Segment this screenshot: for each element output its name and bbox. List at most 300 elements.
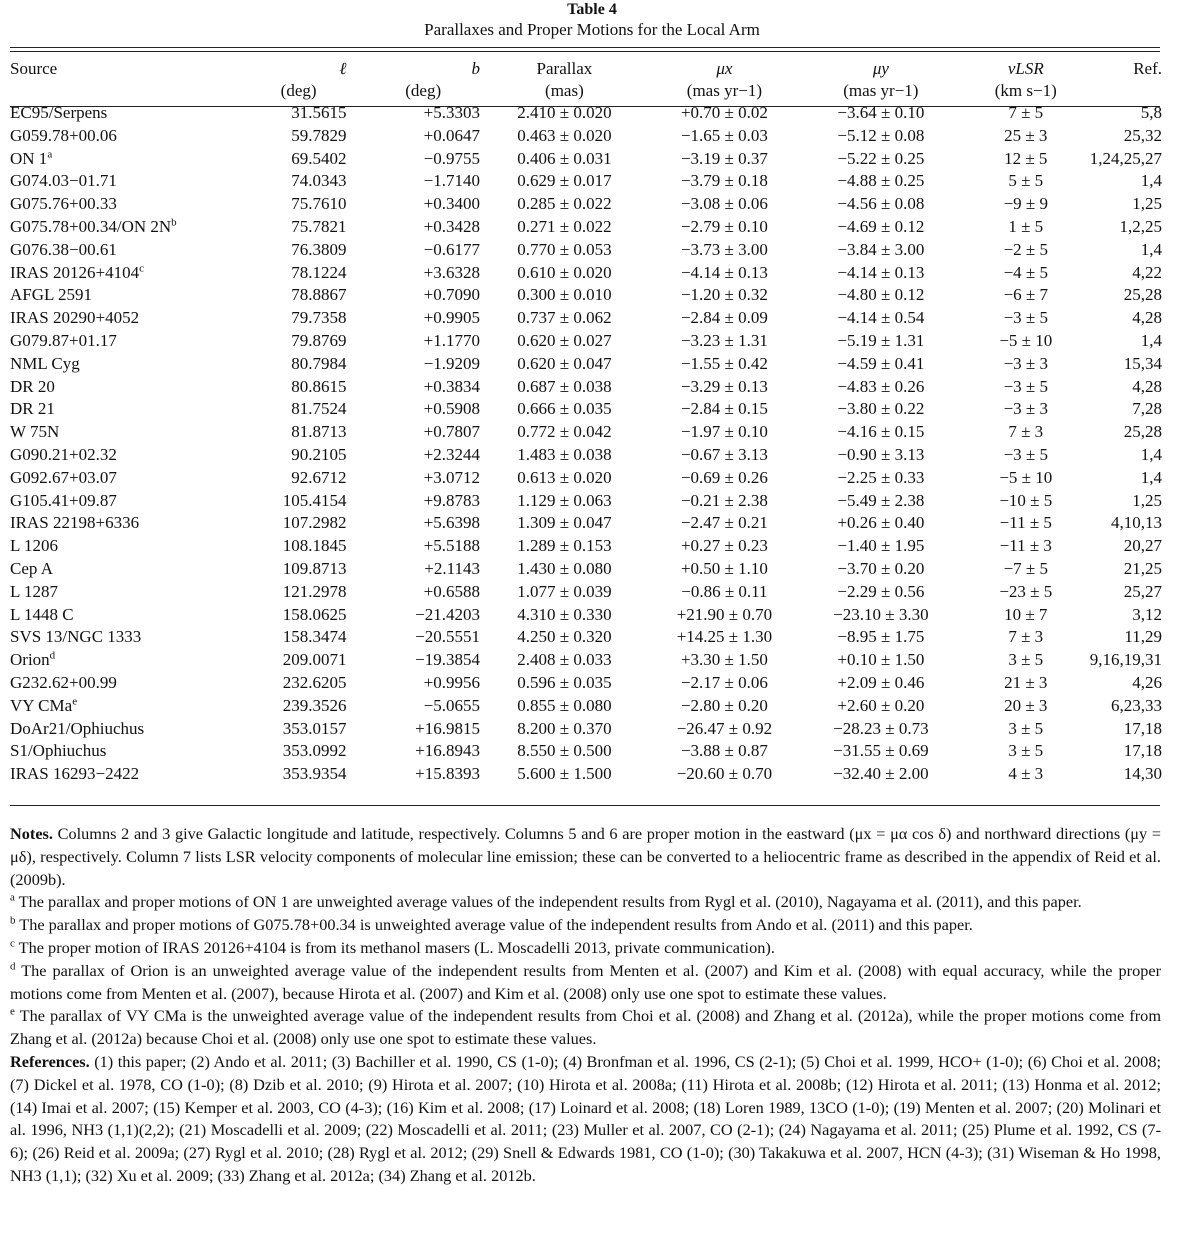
cell-par: 8.200 ± 0.370: [517, 718, 612, 738]
cell-src: Cep A: [10, 558, 53, 578]
cell-l: 232.6205: [282, 672, 347, 692]
cell-src: G075.78+00.34/ON $2N^b$: [10, 216, 177, 236]
cell-mx: −2.79 ± 0.10: [680, 216, 768, 236]
cell-ref: 1,2,25: [1119, 216, 1162, 236]
cell-b: +15.8393: [415, 764, 480, 784]
cell-b: −0.6177: [423, 239, 480, 259]
cell-mx: −2.47 ± 0.21: [680, 513, 768, 533]
cell-l: 59.7829: [291, 125, 347, 145]
cell-b: −0.9755: [423, 148, 480, 168]
cell-v: 10 ± 7: [1004, 604, 1048, 624]
cell-ref: 17,18: [1123, 741, 1162, 761]
footnote-text: The parallax of VY CMa is the unweighted average value of the independent results from Choi et al. (2008) and Zhang et al. (2012a), while the proper motions come from Zhang et al. (2012a) because Choi et al. (2008) only use one spot to estimate these values.: [10, 1006, 1161, 1049]
cell-b: +0.3834: [423, 376, 480, 396]
cell-l: 79.8769: [291, 330, 347, 350]
footnote-mark: d: [49, 649, 56, 662]
cell-v: 7 ± 3: [1008, 422, 1044, 442]
cell-ref: 1,4: [1140, 444, 1162, 464]
cell-l: 75.7821: [291, 216, 347, 236]
table-row: [10, 148, 1162, 171]
table-row: [10, 740, 1162, 763]
cell-src: G090.21+02.32: [10, 444, 117, 464]
cell-mx: +14.25 ± 1.30: [676, 627, 773, 647]
col-vlsr: vLSR: [1007, 59, 1044, 78]
cell-v: −3 ± 5: [1003, 308, 1048, 328]
table-caption: [0, 0, 1184, 40]
cell-ref: 25,28: [1123, 285, 1162, 305]
cell-v: −9 ± 9: [1003, 194, 1048, 214]
cell-mx: −2.84 ± 0.09: [680, 308, 768, 328]
cell-mx: +0.50 ± 1.10: [680, 558, 768, 578]
cell-ref: 6,23,33: [1111, 695, 1162, 715]
table-row: [10, 649, 1162, 672]
cell-b: −5.0655: [423, 695, 480, 715]
cell-mx: −1.65 ± 0.03: [680, 125, 768, 145]
table-row: [10, 102, 1162, 125]
cell-par: 0.855 ± 0.080: [517, 695, 612, 715]
cell-par: 0.772 ± 0.042: [517, 422, 612, 442]
cell-par: 1.077 ± 0.039: [517, 581, 612, 601]
cell-l: 80.7984: [291, 353, 347, 373]
cell-src: Orion$^d$: [10, 649, 56, 670]
references-text: (1) this paper; (2) Ando et al. 2011; (3) Bachiller et al. 1990, CS (1-0); (4) Bronfman et al. 1996, CS (2-1); (5) Choi et al. 1999, HCO+ (1-0); (6) Choi et al. 2008; (7) Dickel et al. 1978, CO (1-0); (8) Dzib et al. 2010; (9) Hirota et al. 2007; (10) Hirota et al. 2008a; (11) Hirota et al. 2008b; (12) Hirota et al. 2011; (13) Honma et al. 2012; (14) Imai et al. 2007; (15) Kemper et al. 2003, CO (4-3); (16) Kim et al. 2008; (17) Loinard et al. 2008; (18) Loren 1989, 13CO (1-0); (19) Menten et al. 2007; (20) Molinari et al. 1996, NH3 (1,1)(2,2); (21) Moscadelli et al. 2009; (22) Moscadelli et al. 2011; (23) Muller et al. 2007, CO (2-1); (24) Nagayama et al. 2011; (25) Plume et al. 1992, CS (7-6); (26) Reid et al. 2009a; (27) Rygl et al. 2010; (28) Rygl et al. 2012; (29) Snell & Edwards 1981, CO (1-0); (30) Takakuwa et al. 2007, HCN (4-3); (31) Wiseman & Ho 1998, NH3 (1,1); (32) Xu et al. 2009; (33) Zhang et al. 2012a; (34) Zhang et al. 2012b.: [10, 1051, 1161, 1185]
cell-b: +5.6398: [423, 513, 480, 533]
table-row: [10, 307, 1162, 330]
cell-ref: 4,22: [1132, 262, 1162, 282]
cell-mx: −3.29 ± 0.13: [680, 376, 768, 396]
cell-src: S1/Ophiuchus: [10, 741, 107, 761]
cell-src: DR 20: [10, 376, 55, 396]
cell-b: +0.9905: [423, 308, 480, 328]
table-row: [10, 718, 1162, 741]
cell-ref: 1,4: [1140, 239, 1162, 259]
cell-my: −4.14 ± 0.13: [837, 262, 925, 282]
cell-par: 0.596 ± 0.035: [517, 672, 612, 692]
cell-b: +0.3400: [423, 194, 480, 214]
cell-my: −4.83 ± 0.26: [837, 376, 925, 396]
cell-l: 353.0992: [282, 741, 347, 761]
cell-src: L 1287: [10, 581, 59, 601]
table-title: Parallaxes and Proper Motions for the Local Arm: [424, 20, 760, 39]
cell-par: 2.408 ± 0.033: [517, 650, 612, 670]
cell-mx: −2.84 ± 0.15: [680, 399, 768, 419]
cell-b: +0.0647: [423, 125, 480, 145]
cell-l: 353.9354: [282, 764, 347, 784]
cell-par: 2.410 ± 0.020: [517, 103, 612, 122]
cell-mx: +0.27 ± 0.23: [680, 536, 768, 556]
cell-src: L 1448 C: [10, 604, 74, 624]
table-row: [10, 239, 1162, 262]
cell-my: −1.40 ± 1.95: [837, 536, 925, 556]
unit-l: (deg): [280, 81, 317, 100]
cell-v: 12 ± 5: [1004, 148, 1048, 168]
cell-src: IRAS $20126+4104^c$: [10, 261, 144, 282]
cell-b: +0.9956: [423, 672, 480, 692]
cell-l: 74.0343: [291, 171, 347, 191]
cell-v: −4 ± 5: [1003, 262, 1048, 282]
cell-v: −11 ± 3: [999, 536, 1052, 556]
cell-my: −28.23 ± 0.73: [833, 718, 929, 738]
cell-v: −11 ± 5: [999, 513, 1052, 533]
cell-par: 0.406 ± 0.031: [517, 148, 612, 168]
cell-v: 7 ± 5: [1008, 103, 1044, 122]
footnote-mark: e: [72, 695, 78, 708]
cell-par: 1.129 ± 0.063: [517, 490, 612, 510]
data-table: [10, 58, 1162, 786]
unit-b: (deg): [405, 81, 442, 100]
cell-v: −2 ± 5: [1003, 239, 1048, 259]
cell-mx: −0.21 ± 2.38: [680, 490, 768, 510]
table-row: [10, 170, 1162, 193]
cell-ref: 17,18: [1123, 718, 1162, 738]
references: [10, 1051, 1161, 1188]
cell-v: 25 ± 3: [1004, 125, 1048, 145]
cell-par: 0.620 ± 0.027: [517, 330, 612, 350]
cell-mx: −26.47 ± 0.92: [676, 718, 773, 738]
cell-b: −20.5551: [415, 627, 480, 647]
cell-mx: −3.23 ± 1.31: [680, 330, 768, 350]
cell-src: VY CMa$^e$: [10, 695, 78, 715]
cell-src: W 75N: [10, 422, 60, 442]
cell-src: L 1206: [10, 536, 59, 556]
cell-par: 0.666 ± 0.035: [517, 399, 612, 419]
cell-mx: −3.08 ± 0.06: [680, 194, 768, 214]
cell-ref: 14,30: [1123, 764, 1162, 784]
footnote-mark: c: [10, 937, 15, 950]
table-row: [10, 216, 1162, 239]
table-body: [10, 102, 1162, 786]
table-notes: [10, 823, 1161, 1188]
cell-src: IRAS 20290+4052: [10, 308, 140, 328]
cell-l: 107.2982: [282, 513, 347, 533]
cell-my: −5.22 ± 0.25: [837, 148, 925, 168]
cell-l: 78.8867: [291, 285, 347, 305]
table-row: [10, 467, 1162, 490]
cell-v: 7 ± 3: [1008, 627, 1044, 647]
table-row: [10, 262, 1162, 285]
cell-ref: 4,28: [1132, 376, 1162, 396]
cell-ref: 4,28: [1132, 308, 1162, 328]
cell-src: NML Cyg: [10, 353, 80, 373]
cell-l: 209.0071: [282, 650, 347, 670]
cell-b: +2.3244: [423, 444, 480, 464]
cell-v: 3 ± 5: [1008, 741, 1044, 761]
cell-b: +2.1143: [424, 558, 480, 578]
cell-v: −5 ± 10: [999, 330, 1053, 350]
cell-l: 81.8713: [291, 422, 347, 442]
cell-l: 108.1845: [282, 536, 347, 556]
cell-b: −21.4203: [415, 604, 480, 624]
cell-par: 4.250 ± 0.320: [517, 627, 612, 647]
cell-l: 105.4154: [282, 490, 347, 510]
cell-src: G232.62+00.99: [10, 672, 117, 692]
unit-muy: (mas yr−1): [843, 81, 919, 100]
cell-my: −4.16 ± 0.15: [837, 422, 925, 442]
cell-ref: 1,25: [1132, 194, 1162, 214]
footnote: [10, 960, 1161, 1006]
footnote: [10, 1005, 1161, 1051]
cell-my: −4.80 ± 0.12: [837, 285, 925, 305]
footnote: [10, 937, 1161, 960]
footnote-mark: b: [10, 914, 16, 927]
cell-par: 0.271 ± 0.022: [517, 216, 612, 236]
cell-my: +0.10 ± 1.50: [837, 650, 925, 670]
cell-v: 3 ± 5: [1008, 650, 1044, 670]
cell-ref: 4,26: [1132, 672, 1162, 692]
table-row: [10, 193, 1162, 216]
table-row: [10, 125, 1162, 148]
cell-v: −6 ± 7: [1003, 285, 1048, 305]
cell-v: −3 ± 3: [1003, 399, 1048, 419]
cell-v: −3 ± 5: [1003, 376, 1048, 396]
cell-b: −1.7140: [423, 171, 480, 191]
table-row: [10, 490, 1162, 513]
col-ref: Ref.: [1133, 59, 1162, 78]
cell-par: 5.600 ± 1.500: [517, 764, 612, 784]
cell-l: 81.7524: [291, 399, 347, 419]
table-row: [10, 695, 1162, 718]
cell-b: +5.5188: [423, 536, 480, 556]
cell-par: 0.687 ± 0.038: [517, 376, 612, 396]
cell-b: +0.3428: [423, 216, 480, 236]
table-row: [10, 284, 1162, 307]
cell-mx: −2.80 ± 0.20: [680, 695, 768, 715]
cell-l: 158.3474: [282, 627, 347, 647]
cell-ref: 21,25: [1123, 558, 1162, 578]
cell-b: +0.5908: [423, 399, 480, 419]
cell-my: −3.80 ± 0.22: [837, 399, 925, 419]
cell-my: −4.56 ± 0.08: [837, 194, 925, 214]
cell-mx: −0.86 ± 0.11: [681, 581, 768, 601]
references-label: References.: [10, 1051, 90, 1071]
cell-b: +9.8783: [423, 490, 480, 510]
cell-src: G059.78+00.06: [10, 125, 117, 145]
cell-b: +0.6588: [423, 581, 480, 601]
cell-ref: 15,34: [1123, 353, 1162, 373]
cell-v: −3 ± 5: [1003, 444, 1048, 464]
cell-mx: −3.19 ± 0.37: [680, 148, 768, 168]
footnotes: [10, 891, 1161, 1051]
cell-mx: −3.79 ± 0.18: [680, 171, 768, 191]
cell-my: −4.59 ± 0.41: [837, 353, 925, 373]
table-number: Table 4: [567, 1, 617, 18]
col-muy: μy: [872, 59, 889, 78]
cell-mx: +0.70 ± 0.02: [680, 103, 768, 122]
notes-main: [10, 823, 1161, 891]
notes-text: Columns 2 and 3 give Galactic longitude and latitude, respectively. Columns 5 and 6 are proper motion in the eastward (μx = μα cos δ) and northward directions (μy = μδ), respectively. Column 7 lists LSR velocity components of molecular line emission; these can be converted to a heliocentric frame as described in the appendix of Reid et al. (2009b).: [10, 824, 1161, 889]
cell-ref: 7,28: [1132, 399, 1162, 419]
cell-src: G074.03−01.71: [10, 171, 117, 191]
cell-v: −3 ± 3: [1003, 353, 1048, 373]
footnote-mark: c: [139, 261, 144, 274]
cell-l: 121.2978: [282, 581, 347, 601]
unit-vlsr: (km s−1): [994, 81, 1057, 100]
col-l: ℓ: [339, 59, 347, 78]
cell-b: +3.0712: [423, 467, 480, 487]
table-row: [10, 763, 1162, 786]
footnote-text: The parallax and proper motions of G075.78+00.34 is unweighted average value of the independent results from Ando et al. (2011) and this paper.: [19, 915, 973, 935]
cell-my: −8.95 ± 1.75: [837, 627, 925, 647]
cell-par: 0.737 ± 0.062: [517, 308, 612, 328]
footnote-mark: b: [171, 216, 177, 229]
footnote-mark: a: [47, 147, 53, 160]
cell-src: G079.87+01.17: [10, 330, 117, 350]
cell-my: +2.60 ± 0.20: [837, 695, 925, 715]
cell-par: 0.285 ± 0.022: [517, 194, 612, 214]
cell-src: SVS 13/NGC 1333: [10, 627, 142, 647]
cell-my: +2.09 ± 0.46: [837, 672, 925, 692]
cell-my: −3.84 ± 3.00: [837, 239, 925, 259]
cell-ref: 1,25: [1132, 490, 1162, 510]
cell-par: 1.309 ± 0.047: [517, 513, 612, 533]
cell-mx: −0.69 ± 0.26: [680, 467, 768, 487]
cell-par: 4.310 ± 0.330: [517, 604, 612, 624]
cell-par: 0.613 ± 0.020: [517, 467, 612, 487]
cell-src: G075.76+00.33: [10, 194, 117, 214]
top-rule: [10, 47, 1160, 52]
cell-my: −3.64 ± 0.10: [837, 103, 925, 122]
cell-par: 8.550 ± 0.500: [517, 741, 612, 761]
cell-ref: 9,16,19,31: [1089, 650, 1162, 670]
cell-b: +16.8943: [415, 741, 480, 761]
cell-ref: 25,28: [1123, 422, 1162, 442]
cell-par: 0.300 ± 0.010: [517, 285, 612, 305]
cell-ref: 11,29: [1124, 627, 1162, 647]
cell-l: 69.5402: [291, 148, 347, 168]
cell-my: −0.90 ± 3.13: [837, 444, 925, 464]
footnote-mark: e: [10, 1005, 15, 1018]
cell-mx: −0.67 ± 3.13: [680, 444, 768, 464]
cell-par: 0.610 ± 0.020: [517, 262, 612, 282]
footnote-text: The proper motion of IRAS 20126+4104 is from its methanol masers (L. Moscadelli 2013, private communication).: [18, 937, 775, 957]
cell-par: 1.483 ± 0.038: [517, 444, 612, 464]
cell-v: 20 ± 3: [1004, 695, 1048, 715]
cell-src: G105.41+09.87: [10, 490, 117, 510]
cell-v: 4 ± 3: [1008, 764, 1044, 784]
cell-my: −31.55 ± 0.69: [833, 741, 929, 761]
unit-parallax: (mas): [545, 81, 584, 100]
cell-mx: −2.17 ± 0.06: [680, 672, 768, 692]
cell-my: −5.19 ± 1.31: [837, 330, 925, 350]
cell-l: 90.2105: [291, 444, 347, 464]
cell-mx: −3.88 ± 0.87: [680, 741, 768, 761]
cell-my: −23.10 ± 3.30: [833, 604, 929, 624]
cell-ref: 1,4: [1140, 467, 1162, 487]
table-row: [10, 626, 1162, 649]
cell-par: 1.430 ± 0.080: [517, 558, 612, 578]
footnote-text: The parallax and proper motions of ON 1 are unweighted average values of the independent results from Rygl et al. (2010), Nagayama et al. (2011), and this paper.: [18, 892, 1082, 912]
cell-v: 1 ± 5: [1008, 216, 1044, 236]
footnote: [10, 891, 1161, 914]
cell-ref: 1,4: [1140, 330, 1162, 350]
cell-mx: +21.90 ± 0.70: [676, 604, 773, 624]
footnote-mark: a: [10, 891, 15, 904]
cell-ref: 3,12: [1132, 604, 1162, 624]
table-row: [10, 376, 1162, 399]
cell-b: +0.7807: [423, 422, 480, 442]
cell-par: 0.620 ± 0.047: [517, 353, 612, 373]
cell-my: −3.70 ± 0.20: [837, 558, 925, 578]
cell-v: 21 ± 3: [1004, 672, 1048, 692]
cell-v: −7 ± 5: [1003, 558, 1048, 578]
cell-src: ON 1$^a$: [10, 147, 53, 168]
table-row: [10, 398, 1162, 421]
cell-par: 1.289 ± 0.153: [517, 536, 612, 556]
cell-mx: −4.14 ± 0.13: [680, 262, 768, 282]
cell-src: AFGL 2591: [10, 285, 93, 305]
table-row: [10, 512, 1162, 535]
cell-src: IRAS 22198+6336: [10, 513, 140, 533]
cell-my: −5.49 ± 2.38: [837, 490, 925, 510]
cell-mx: +3.30 ± 1.50: [680, 650, 768, 670]
cell-my: −4.88 ± 0.25: [837, 171, 925, 191]
cell-l: 79.7358: [291, 308, 347, 328]
cell-ref: 1,24,25,27: [1089, 148, 1162, 168]
table-row: [10, 444, 1162, 467]
cell-my: −4.69 ± 0.12: [837, 216, 925, 236]
col-source: Source: [10, 59, 58, 78]
cell-l: 353.0157: [282, 718, 347, 738]
cell-l: 75.7610: [291, 194, 347, 214]
cell-l: 78.1224: [291, 262, 347, 282]
notes-label: Notes.: [10, 824, 53, 843]
cell-v: −23 ± 5: [999, 581, 1053, 601]
cell-my: −2.25 ± 0.33: [837, 467, 925, 487]
table-row: [10, 604, 1162, 627]
table-row: [10, 353, 1162, 376]
cell-par: 0.629 ± 0.017: [517, 171, 612, 191]
cell-b: −1.9209: [423, 353, 480, 373]
cell-l: 76.3809: [291, 239, 347, 259]
cell-ref: 4,10,13: [1111, 513, 1162, 533]
col-mux: μx: [716, 59, 733, 78]
cell-ref: 25,27: [1123, 581, 1162, 601]
table-row: [10, 672, 1162, 695]
table-row: [10, 558, 1162, 581]
cell-my: −2.29 ± 0.56: [837, 581, 925, 601]
footnote-mark: d: [10, 960, 16, 973]
cell-src: IRAS 16293−2422: [10, 764, 140, 784]
cell-mx: −3.73 ± 3.00: [680, 239, 768, 259]
cell-mx: −1.97 ± 0.10: [680, 422, 768, 442]
cell-my: −5.12 ± 0.08: [837, 125, 925, 145]
cell-l: 239.3526: [282, 695, 347, 715]
cell-l: 80.8615: [291, 376, 347, 396]
cell-my: −32.40 ± 2.00: [833, 764, 929, 784]
cell-l: 158.0625: [282, 604, 347, 624]
cell-b: +5.3303: [423, 103, 480, 122]
cell-v: 5 ± 5: [1008, 171, 1044, 191]
cell-src: G076.38−00.61: [10, 239, 117, 259]
cell-l: 109.8713: [282, 558, 347, 578]
cell-src: G092.67+03.07: [10, 467, 117, 487]
cell-mx: −1.20 ± 0.32: [680, 285, 768, 305]
cell-ref: 1,4: [1140, 171, 1162, 191]
cell-l: 31.5615: [291, 103, 347, 122]
cell-mx: −1.55 ± 0.42: [680, 353, 768, 373]
cell-b: −19.3854: [415, 650, 480, 670]
cell-b: +3.6328: [423, 262, 480, 282]
col-b: b: [471, 59, 480, 78]
cell-b: +1.1770: [423, 330, 480, 350]
cell-my: +0.26 ± 0.40: [837, 513, 925, 533]
cell-my: −4.14 ± 0.54: [837, 308, 925, 328]
cell-par: 0.770 ± 0.053: [517, 239, 612, 259]
cell-b: +16.9815: [415, 718, 480, 738]
footnote: [10, 914, 1161, 937]
unit-mux: (mas yr−1): [686, 81, 762, 100]
table-row: [10, 535, 1162, 558]
